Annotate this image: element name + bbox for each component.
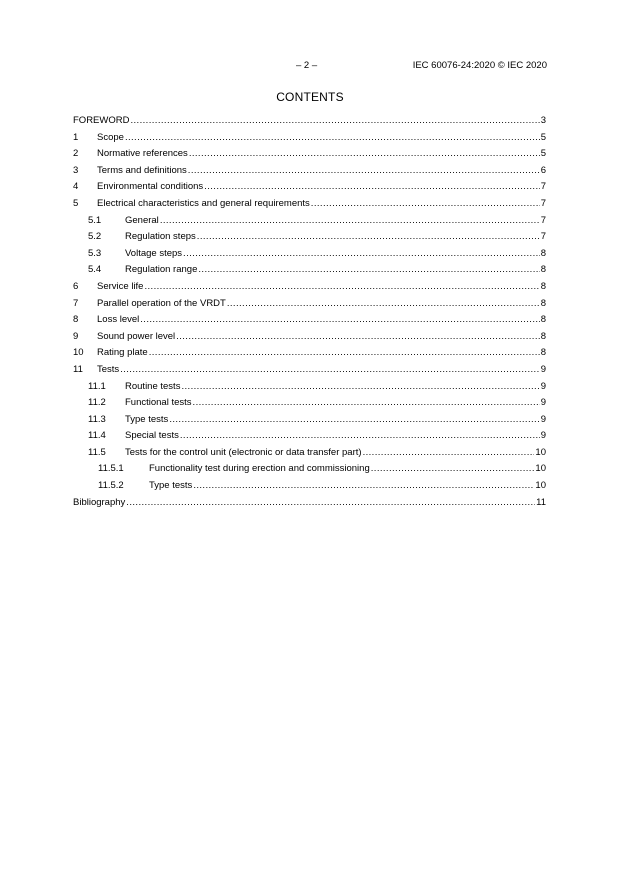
toc-entry[interactable]	[73, 279, 546, 296]
toc-entry-title: Bibliography	[73, 496, 126, 508]
toc-dot-leader	[363, 445, 535, 462]
toc-entry-page: 10	[535, 463, 546, 475]
toc-entry-title: Sound power level	[97, 330, 176, 342]
toc-entry-title: Normative references	[97, 148, 188, 160]
toc-dot-leader	[126, 495, 535, 512]
toc-entry-page: 9	[540, 413, 546, 425]
toc-entry-title: Type tests	[125, 413, 169, 425]
toc-dot-leader	[371, 461, 535, 478]
toc-entry-title: Tests	[97, 363, 120, 375]
toc-dot-leader	[181, 379, 539, 396]
toc-entry-page: 7	[540, 197, 546, 209]
toc-entry[interactable]	[73, 428, 546, 445]
toc-entry-page: 8	[540, 297, 546, 309]
toc-dot-leader	[197, 229, 540, 246]
toc-entry-page: 10	[535, 446, 546, 458]
toc-entry-number: 5.1	[88, 214, 102, 226]
toc-entry-page: 8	[540, 247, 546, 259]
toc-entry[interactable]	[73, 495, 546, 512]
toc-dot-leader	[125, 130, 540, 147]
toc-dot-leader	[198, 262, 539, 279]
page-header	[0, 60, 620, 74]
toc-entry-page: 5	[540, 131, 546, 143]
toc-dot-leader	[183, 246, 540, 263]
toc-entry-page: 6	[540, 164, 546, 176]
toc-entry-title: Loss level	[97, 314, 140, 326]
toc-entry-title: Functional tests	[125, 397, 192, 409]
toc-dot-leader	[193, 395, 540, 412]
toc-entry-title: Voltage steps	[125, 247, 183, 259]
table-of-contents	[73, 113, 546, 511]
toc-entry-page: 5	[540, 148, 546, 160]
toc-entry-number: 5.3	[88, 247, 102, 259]
toc-entry[interactable]	[73, 345, 546, 362]
toc-entry[interactable]	[73, 362, 546, 379]
toc-entry-number: 4	[73, 181, 79, 193]
toc-entry[interactable]	[73, 461, 546, 478]
toc-entry-number: 5	[73, 197, 79, 209]
toc-entry[interactable]	[73, 312, 546, 329]
toc-entry-title: Service life	[97, 280, 144, 292]
toc-entry[interactable]	[73, 196, 546, 213]
standard-reference: IEC 60076-24:2020 © IEC 2020	[412, 60, 547, 71]
toc-entry[interactable]	[73, 179, 546, 196]
toc-entry-title: Type tests	[149, 480, 193, 492]
toc-entry-number: 11.5.2	[98, 480, 124, 492]
toc-dot-leader	[140, 312, 539, 329]
page-number: – 2 –	[296, 60, 318, 71]
toc-entry[interactable]	[73, 296, 546, 313]
toc-entry-title: Regulation steps	[125, 231, 196, 243]
toc-entry-title: General	[125, 214, 159, 226]
toc-entry-page: 8	[540, 314, 546, 326]
toc-entry[interactable]	[73, 130, 546, 147]
toc-entry-number: 11.4	[88, 430, 106, 442]
toc-entry-number: 3	[73, 164, 79, 176]
toc-entry-title: Terms and definitions	[97, 164, 187, 176]
toc-entry-page: 8	[540, 330, 546, 342]
toc-entry-page: 9	[540, 397, 546, 409]
toc-entry[interactable]	[73, 213, 546, 230]
toc-entry-number: 10	[73, 347, 84, 359]
toc-entry-page: 10	[535, 480, 546, 492]
toc-entry[interactable]	[73, 478, 546, 495]
toc-entry[interactable]	[73, 412, 546, 429]
toc-entry-title: Scope	[97, 131, 124, 143]
toc-entry-number: 11.5.1	[98, 463, 124, 475]
toc-entry-title: Parallel operation of the VRDT	[97, 297, 226, 309]
toc-entry-page: 9	[540, 363, 546, 375]
toc-dot-leader	[311, 196, 540, 213]
toc-entry-title: Functionality test during erection and commissioning	[149, 463, 370, 475]
toc-entry-number: 8	[73, 314, 79, 326]
toc-entry[interactable]	[73, 379, 546, 396]
toc-entry[interactable]	[73, 229, 546, 246]
toc-entry-number: 9	[73, 330, 79, 342]
toc-entry-title: Tests for the control unit (electronic or data transfer part)	[125, 446, 362, 458]
toc-entry-number: 7	[73, 297, 79, 309]
toc-entry-number: 11	[73, 363, 83, 375]
toc-dot-leader	[180, 428, 540, 445]
toc-entry-page: 7	[540, 181, 546, 193]
toc-entry-title: Special tests	[125, 430, 179, 442]
toc-dot-leader	[204, 179, 540, 196]
toc-entry[interactable]	[73, 329, 546, 346]
toc-dot-leader	[189, 146, 540, 163]
toc-entry-page: 7	[540, 231, 546, 243]
toc-entry[interactable]	[73, 395, 546, 412]
toc-dot-leader	[130, 113, 539, 130]
toc-entry-page: 11	[536, 496, 546, 508]
toc-dot-leader	[160, 213, 540, 230]
toc-dot-leader	[120, 362, 540, 379]
toc-entry-page: 8	[540, 347, 546, 359]
toc-entry[interactable]	[73, 445, 546, 462]
page-title: CONTENTS	[276, 90, 344, 104]
toc-entry-number: 1	[73, 131, 79, 143]
toc-dot-leader	[227, 296, 540, 313]
toc-dot-leader	[176, 329, 540, 346]
toc-entry-title: Regulation range	[125, 264, 198, 276]
toc-entry[interactable]	[73, 146, 546, 163]
toc-entry-page: 9	[540, 380, 546, 392]
toc-entry-number: 11.2	[88, 397, 106, 409]
toc-entry-number: 5.4	[88, 264, 102, 276]
toc-entry-title: Routine tests	[125, 380, 181, 392]
toc-entry-number: 11.1	[88, 380, 106, 392]
toc-entry-page: 8	[540, 264, 546, 276]
toc-entry-page: 3	[540, 115, 546, 126]
toc-dot-leader	[144, 279, 539, 296]
toc-dot-leader	[188, 163, 540, 180]
toc-entry-title: FOREWORD	[73, 115, 130, 126]
toc-entry-page: 7	[540, 214, 546, 226]
toc-entry[interactable]	[73, 113, 546, 130]
toc-entry-number: 11.5	[88, 446, 106, 458]
toc-entry-number: 5.2	[88, 231, 102, 243]
toc-entry[interactable]	[73, 262, 546, 279]
toc-entry-page: 8	[540, 280, 546, 292]
toc-entry-number: 11.3	[88, 413, 106, 425]
toc-entry-title: Electrical characteristics and general requirements	[97, 197, 310, 209]
toc-entry-number: 6	[73, 280, 79, 292]
toc-dot-leader	[193, 478, 534, 495]
toc-entry-page: 9	[540, 430, 546, 442]
toc-dot-leader	[169, 412, 539, 429]
toc-entry-number: 2	[73, 148, 79, 160]
toc-entry[interactable]	[73, 246, 546, 263]
toc-entry[interactable]	[73, 163, 546, 180]
toc-entry-title: Rating plate	[97, 347, 148, 359]
toc-entry-title: Environmental conditions	[97, 181, 204, 193]
toc-dot-leader	[149, 345, 540, 362]
